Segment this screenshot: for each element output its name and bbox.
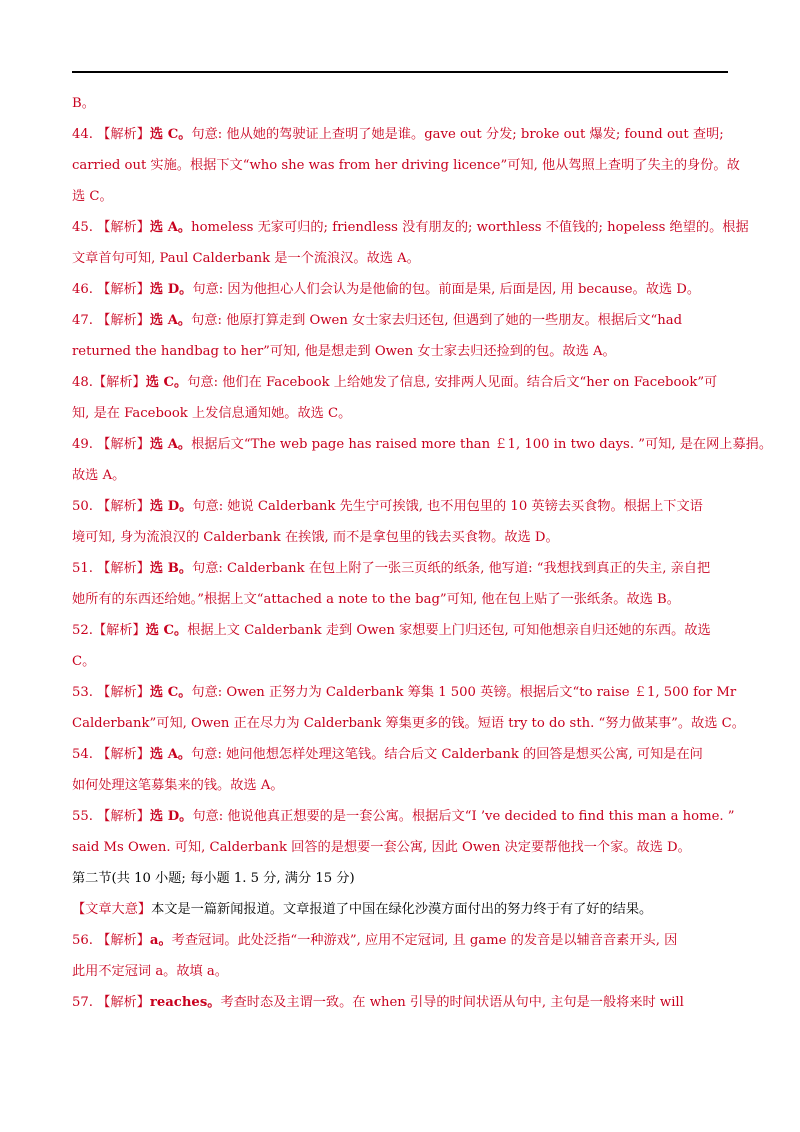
text-segment: 文章首句可知, Paul Calderbank 是一个流浪汉。故选 A。 xyxy=(72,251,420,266)
text-segment: 句意: 他原打算走到 Owen 女士家去归还包, 但遇到了她的一些朋友。根据后文“had xyxy=(191,313,683,328)
text-line xyxy=(72,460,732,491)
answer-choice: 选 B。 xyxy=(149,561,193,576)
answer-choice: 选 C。 xyxy=(145,623,188,638)
answer-choice: 选 D。 xyxy=(149,809,193,824)
text-segment: 考查时态及主谓一致。在 when 引导的时间状语从句中, 主句是一般将来时 will xyxy=(220,995,684,1010)
text-segment: 如何处理这笔募集来的钱。故选 A。 xyxy=(72,778,284,793)
text-line xyxy=(72,398,732,429)
text-line xyxy=(72,925,732,956)
text-segment: 句意: 她问他想怎样处理这笔钱。结合后文 Calderbank 的回答是想买公寓, 可知是在问 xyxy=(191,747,703,762)
text-line xyxy=(72,553,732,584)
text-line xyxy=(72,863,732,894)
text-line xyxy=(72,274,732,305)
text-segment: 【文章大意】 xyxy=(72,902,152,917)
answer-choice: a。 xyxy=(149,933,172,948)
text-line xyxy=(72,956,732,987)
text-segment: 知, 是在 Facebook 上发信息通知她。故选 C。 xyxy=(72,406,352,421)
text-segment: 52.【解析】 xyxy=(72,623,146,638)
text-line xyxy=(72,801,735,832)
header-rule xyxy=(72,71,728,73)
answer-explanations xyxy=(72,88,773,1018)
text-line xyxy=(72,367,732,398)
text-line xyxy=(72,770,732,801)
text-segment: returned the handbag to her”可知, 他是想走到 Owen 女士家去归还捡到的包。故选 A。 xyxy=(72,344,616,359)
text-segment: 第二节(共 10 小题; 每小题 1. 5 分, 满分 15 分) xyxy=(72,871,355,886)
text-line xyxy=(72,181,732,212)
text-line xyxy=(72,615,732,646)
text-segment: 根据上文 Calderbank 走到 Owen 家想要上门归还包, 可知他想亲自归还她的东西。故选 xyxy=(187,623,711,638)
text-segment: homeless 无家可归的; friendless 没有朋友的; worthless 不值钱的; hopeless 绝望的。根据 xyxy=(191,220,749,235)
text-line xyxy=(72,584,732,615)
text-segment: 本文是一篇新闻报道。文章报道了中国在绿化沙漠方面付出的努力终于有了好的结果。 xyxy=(151,902,653,917)
text-segment: 46. 【解析】 xyxy=(72,282,150,297)
text-line xyxy=(72,212,749,243)
text-segment: 境可知, 身为流浪汉的 Calderbank 在挨饿, 而不是拿包里的钱去买食物。故选 D。 xyxy=(72,530,559,545)
text-line xyxy=(72,429,773,460)
answer-choice: reaches。 xyxy=(149,995,221,1010)
text-line xyxy=(72,336,732,367)
answer-choice: 选 D。 xyxy=(149,282,193,297)
text-line xyxy=(72,305,732,336)
text-line xyxy=(72,119,732,150)
text-line xyxy=(72,708,745,739)
text-segment: 句意: 她说 Calderbank 先生宁可挨饿, 也不用包里的 10 英镑去买食物。根据上下文语 xyxy=(192,499,703,514)
text-segment: said Ms Owen. 可知, Calderbank 回答的是想要一套公寓, 因此 Owen 决定要帮他找一个家。故选 D。 xyxy=(72,840,691,855)
text-line xyxy=(72,88,732,119)
text-segment: 55. 【解析】 xyxy=(72,809,150,824)
answer-choice: 选 A。 xyxy=(149,313,192,328)
text-line xyxy=(72,522,732,553)
text-segment: 句意: 他从她的驾驶证上查明了她是谁。gave out 分发; broke out 爆发; found out 查明; xyxy=(191,127,724,142)
text-segment: 此用不定冠词 a。故填 a。 xyxy=(72,964,228,979)
answer-choice: 选 A。 xyxy=(149,437,192,452)
answer-choice: 选 C。 xyxy=(149,685,192,700)
text-segment: 47. 【解析】 xyxy=(72,313,150,328)
text-line xyxy=(72,677,737,708)
text-line xyxy=(72,987,732,1018)
text-segment: carried out 实施。根据下文“who she was from her driving licence”可知, 他从驾照上查明了失主的身份。故 xyxy=(72,158,740,173)
text-line xyxy=(72,646,732,677)
text-segment: 49. 【解析】 xyxy=(72,437,150,452)
text-line xyxy=(72,243,732,274)
text-line xyxy=(72,894,732,925)
text-segment: 57. 【解析】 xyxy=(72,995,150,1010)
answer-choice: 选 C。 xyxy=(149,127,192,142)
text-segment: 故选 A。 xyxy=(72,468,126,483)
text-segment: 53. 【解析】 xyxy=(72,685,150,700)
text-segment: 她所有的东西还给她。”根据上文“attached a note to the bag”可知, 他在包上贴了一张纸条。故选 B。 xyxy=(72,592,680,607)
text-segment: 44. 【解析】 xyxy=(72,127,150,142)
text-segment: 句意: Owen 正努力为 Calderbank 筹集 1 500 英镑。根据后文“to raise ￡1, 500 for Mr xyxy=(191,685,737,700)
text-segment: Calderbank”可知, Owen 正在尽力为 Calderbank 筹集更多的钱。短语 try to do sth. “努力做某事”。故选 C。 xyxy=(72,716,745,731)
text-segment: 句意: 他们在 Facebook 上给她发了信息, 安排两人见面。结合后文“her on Facebook”可 xyxy=(187,375,718,390)
answer-choice: 选 A。 xyxy=(149,747,192,762)
text-segment: 45. 【解析】 xyxy=(72,220,150,235)
text-line xyxy=(72,491,732,522)
text-segment: 考查冠词。此处泛指“一种游戏”, 应用不定冠词, 且 game 的发音是以辅音音素开头, 因 xyxy=(171,933,678,948)
text-segment: 51. 【解析】 xyxy=(72,561,150,576)
text-segment: C。 xyxy=(72,654,96,669)
text-segment: 句意: 因为他担心人们会认为是他偷的包。前面是果, 后面是因, 用 because。故选 D。 xyxy=(192,282,701,297)
text-segment: 50. 【解析】 xyxy=(72,499,150,514)
text-segment: B。 xyxy=(72,96,95,111)
text-segment: 根据后文“The web page has raised more than ￡1, 100 in two days. ”可知, 是在网上募捐。 xyxy=(191,437,773,452)
text-line xyxy=(72,739,732,770)
text-segment: 句意: 他说他真正想要的是一套公寓。根据后文“I ’ve decided to find this man a home. ” xyxy=(192,809,735,824)
text-line xyxy=(72,832,732,863)
text-line xyxy=(72,150,740,181)
text-segment: 选 C。 xyxy=(72,189,113,204)
answer-choice: 选 D。 xyxy=(149,499,193,514)
answer-choice: 选 A。 xyxy=(149,220,192,235)
text-segment: 54. 【解析】 xyxy=(72,747,150,762)
answer-choice: 选 C。 xyxy=(145,375,188,390)
text-segment: 48.【解析】 xyxy=(72,375,146,390)
text-segment: 56. 【解析】 xyxy=(72,933,150,948)
text-segment: 句意: Calderbank 在包上附了一张三页纸的纸条, 他写道: “我想找到真正的失主, 亲自把 xyxy=(192,561,711,576)
